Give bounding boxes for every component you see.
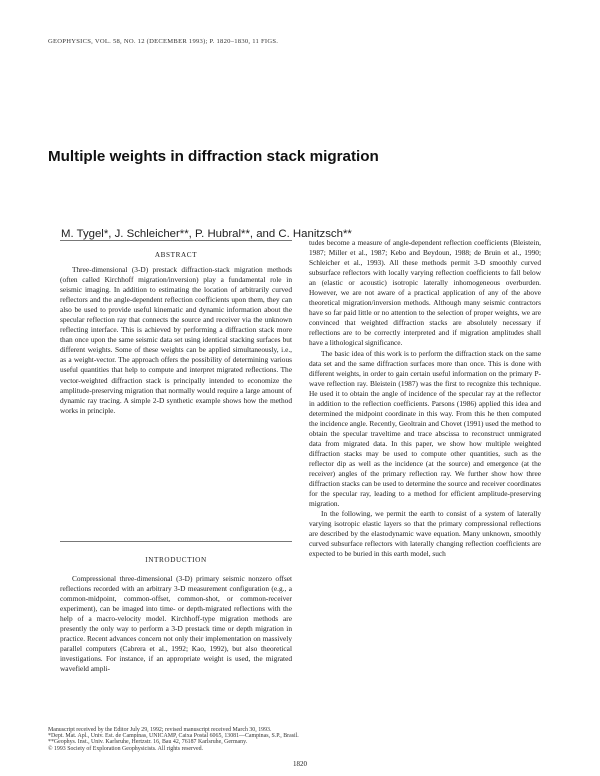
footnote-affiliation-2: **Geophys. Inst., Univ. Karlsruhe, Hertzstr. 16, Bau 42, 76187 Karlsruhe, Germany. (48, 739, 248, 746)
footnotes (48, 727, 548, 752)
footnote-affiliation-1: *Dept. Mat. Apl., Univ. Est. de Campinas, UNICAMP, Caixa Postal 6065, 13081—Campinas, S.P., Brasil. (48, 733, 299, 740)
author-list: M. Tygel*, J. Schleicher**, P. Hubral**, and C. Hanitzsch** (61, 228, 352, 240)
footnote-manuscript: Manuscript received by the Editor July 29, 1992; revised manuscript received March 30, 1993. (48, 727, 272, 733)
right-paragraph-continued: tudes become a measure of angle-dependent reflection coefficients (Bleistein, 1987; Miller et al., 1987; Kebo and Beydoun, 1988; de Bruin et al., 1990; Schleicher et al., 1993). All these methods permit 3-D smoothly curved subsurface reflectors with locally varying reflection coefficients to fall below an (elastic or acoustic) isotropic laterally inhomogeneous overburden. However, we are not aware of a practical application of any of the above theoretical migration/inversion methods. Although many seismic contractors have so far paid little or no attention to the selection of proper weights, we are convinced that weighted diffraction stacks are absolutely necessary if reflections are to be correctly interpreted and if migration amplitudes shall have a lithological significance. (309, 238, 541, 348)
right-paragraph-2: The basic idea of this work is to perform the diffraction stack on the same data set and the same diffraction surfaces more than once. This is done with different weights, in order to gain certain useful information on the primary P-wave reflection ray. Bleistein (1987) was the first to recognize this technique. He used it to obtain the angle of incidence of the specular ray at the reflector in addition to the reflection coefficients. Parsons (1986) applied this idea and determined the midpoint coordinate in this way. From this he then computed the incidence angle. Recently, Geoltrain and Chovet (1991) used the method to obtain the specular traveltime and trace abscissa to reconstruct unmigrated data from migrated data. In this paper, we show how multiple weighted diffraction stacks may be used to compute other quantities, such as the reflector dip as well as the incidence (at the source) and emergence (at the receiver) angles of the primary reflection ray. We further show how three diffraction stacks can be used to determine the source and receiver coordinates for the specular ray, leading to a method for efficient amplitude-preserving migration. (309, 348, 541, 509)
abstract-heading: ABSTRACT (154, 251, 198, 259)
page-number: 1820 (293, 760, 307, 768)
right-column (309, 238, 541, 560)
introduction-paragraph-1: Compressional three-dimensional (3-D) primary seismic nonzero offset reflections recorded with an arbitrary 3-D measurement configuration (e.g., a common-midpoint, common-offset, common-shot, or common-receiver experiment), can be imaged into time- or depth-migrated reflections with the help of a macro-velocity model. Kirchhoff-type migration methods are presently the only way to perform a 3-D prestack time or depth migration in practice. Recent advances concern not only their implementation on massively parallel computers (Cabrera et al., 1992; Kao, 1992), but also theoretical investigations. For instance, if an appropriate weight is used, the migrated wavefield ampli- (60, 574, 292, 674)
left-column (60, 574, 292, 674)
paper-title: Multiple weights in diffraction stack migration (48, 148, 379, 165)
right-paragraph-3: In the following, we permit the earth to consist of a system of laterally varying isotropic elastic layers so that the primary compressional reflections are described by the elastodynamic wave equation. Many unknown, smoothly curved subsurface reflectors with laterally changing reflection coefficients are expected to be buried in this earth model, such (309, 509, 541, 559)
journal-header: GEOPHYSICS, VOL. 58, NO. 12 (DECEMBER 1993); P. 1820–1830, 11 FIGS. (48, 38, 279, 45)
abstract-body: Three-dimensional (3-D) prestack diffraction-stack migration methods (often called Kirchhoff migration/inversion) play a fundamental role in seismic imaging. In addition to estimating the location of arbitrarily curved reflectors and the angle-dependent reflection coefficients upon them, they can also be used to provide useful kinematic and dynamic information about the specular reflection ray that connects the source and receiver via the unknown reflecting interface. This is achieved by performing a diffraction stack more than once upon the same seismic data set using identical stacking surfaces but different weights. Some of these weights can be applied simultaneously, i.e., as a weight-vector. The approach offers the possibility of determining various useful quantities that help to compute and interpret migrated reflections. The vector-weighted diffraction stack is principally intended to economize the amplitude-preserving migration that normally would require a large amount of dynamic ray tracing. A simple 2-D synthetic example shows how the method works in principle. (60, 265, 292, 415)
introduction-heading: INTRODUCTION (145, 556, 207, 564)
abstract-box (60, 240, 292, 542)
footnote-copyright: © 1993 Society of Exploration Geophysicists. All rights reserved. (48, 745, 203, 752)
